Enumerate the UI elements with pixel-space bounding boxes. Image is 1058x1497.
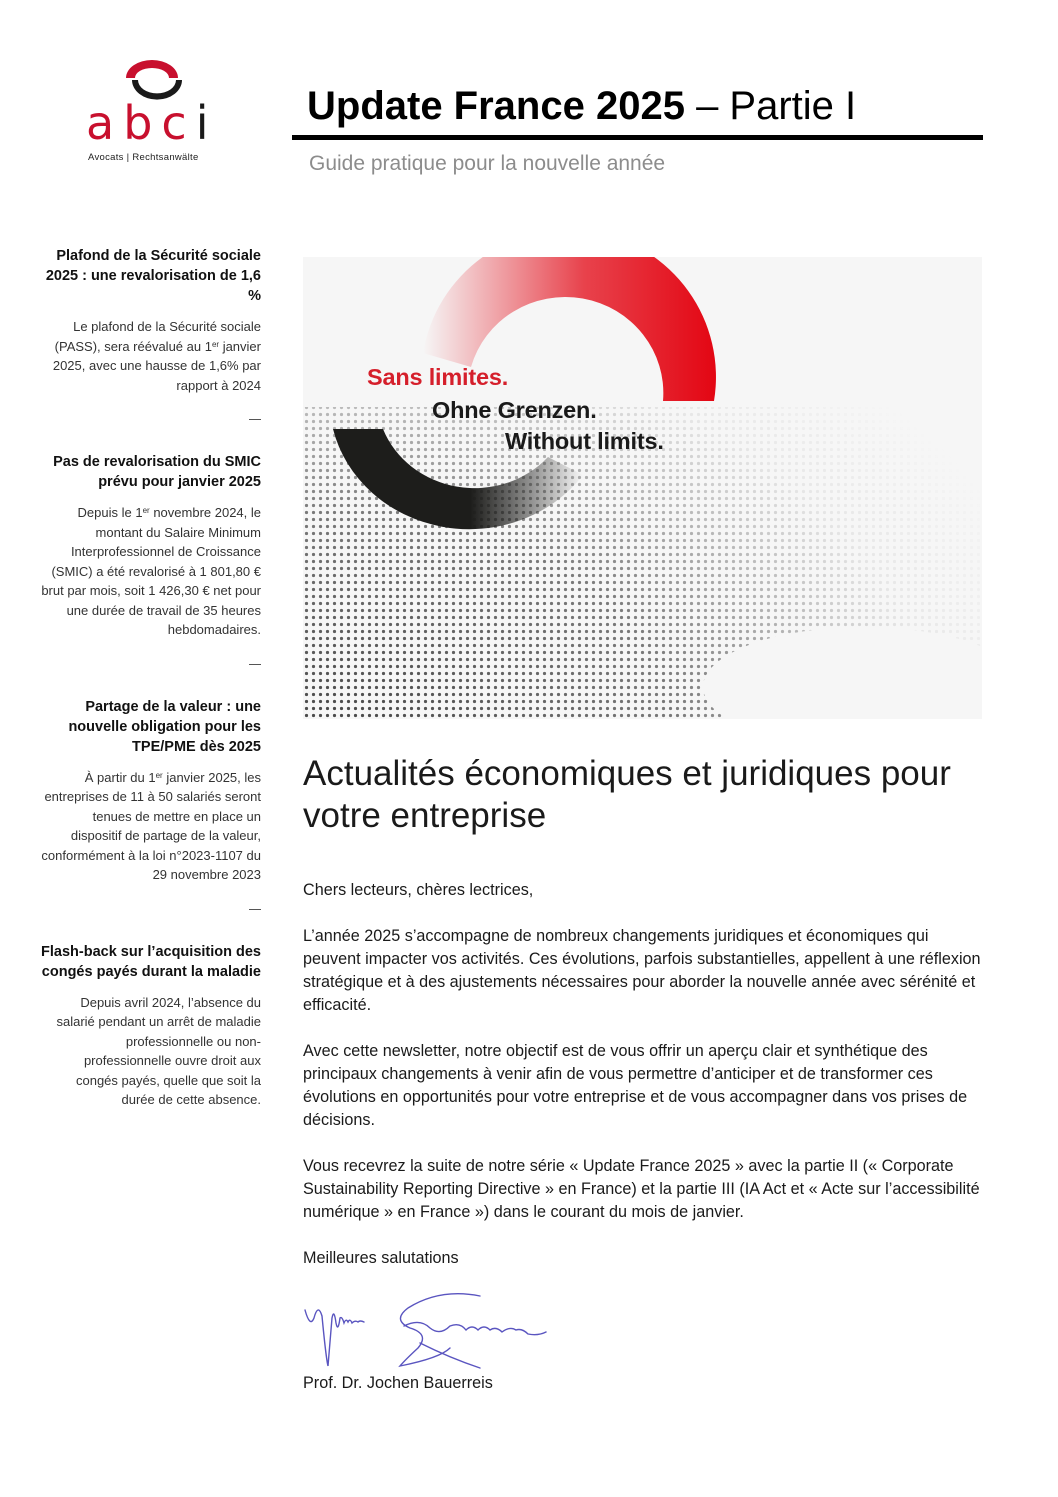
separator: [249, 909, 261, 910]
sidebar-item-heading: Plafond de la Sécurité sociale 2025 : une revalorisation de 1,6 %: [45, 248, 261, 304]
section-heading: Actualités économiques et juridiques pour votre entreprise: [303, 754, 951, 835]
letter-body: [303, 879, 983, 1293]
logo-wordmark: abci: [86, 96, 218, 150]
hero-slogan-en: Without limits.: [505, 428, 664, 454]
page-title: [307, 82, 856, 130]
sidebar-item: [40, 452, 261, 665]
separator: [249, 664, 261, 665]
sidebar-item-heading: Flash-back sur l’acquisition des congés payés durant la maladie: [41, 943, 261, 980]
title-part: – Partie I: [684, 84, 857, 128]
logo-tagline: Avocats | Rechtsanwälte: [88, 152, 199, 163]
paragraph: Vous recevrez la suite de notre série « Update France 2025 » avec la partie II (« Corporate Sustainability Reporting Directive » en France) et la partie III (IA Act et « Acte sur l’accessibilité numérique » en France ») dans le courant du mois de janvier.: [303, 1157, 980, 1221]
sidebar-item: [40, 942, 261, 1110]
sidebar-item-text: À partir du 1er janvier 2025, les entreprises de 11 à 50 salariés seront tenues de mettre en place un dispositif de partage de la valeur, conformément à la loi n°2023-1107 du 29 novembre 2023: [41, 769, 261, 882]
page-subtitle: Guide pratique pour la nouvelle année: [309, 152, 666, 175]
signer-name: Prof. Dr. Jochen Bauerreis: [303, 1374, 493, 1392]
sidebar-item-text: Depuis le 1er novembre 2024, le montant du Salaire Minimum Interprofessionnel de Croissance (SMIC) a été revalorisé à 1 801,80 € brut par mois, soit 1 426,30 € net pour une durée de travail de 35 heures hebdomadaires.: [41, 505, 261, 637]
hero-slogan-de: Ohne Grenzen.: [432, 397, 597, 423]
paragraph: Avec cette newsletter, notre objectif est de vous offrir un aperçu clair et synthétique des principaux changements à venir afin de vous permettre d’anticiper et de transformer ces évolutions en opportunités pour votre entreprise et de vous accompagner dans vos prises de décisions.: [303, 1042, 968, 1129]
logo-arc-icon: [120, 58, 184, 100]
sidebar-news: [40, 246, 261, 1110]
sidebar-item-text: Le plafond de la Sécurité sociale (PASS), sera réévalué au 1er janvier 2025, avec une hausse de 1,6% par rapport à 2024: [52, 319, 261, 393]
sidebar-item-heading: Pas de revalorisation du SMIC prévu pour janvier 2025: [53, 454, 261, 490]
sidebar-item: [40, 697, 261, 910]
sidebar-item-text: Depuis avril 2024, l’absence du salarié pendant un arrêt de maladie professionnelle ou non-professionnelle ouvre droit aux congés payés, quelle que soit la durée de cette absence.: [56, 994, 261, 1107]
sidebar-item: [40, 246, 261, 420]
separator: [249, 419, 261, 420]
paragraph: L’année 2025 s’accompagne de nombreux changements juridiques et économiques qui peuvent impacter vos activités. Ces évolutions, parfois substantielles, appellent à une réflexion stratégique et à des ajustements nécessaires pour aborder la nouvelle année avec sérénité et efficacité.: [303, 927, 981, 1014]
hero-image: [303, 257, 982, 719]
abci-logo: [84, 58, 224, 168]
sidebar-item-heading: Partage de la valeur : une nouvelle obligation pour les TPE/PME dès 2025: [68, 698, 261, 755]
greeting: Chers lecteurs, chères lectrices,: [303, 881, 534, 899]
title-bold: Update France 2025: [307, 84, 685, 128]
signature-image: [300, 1288, 560, 1378]
hero-slogan-fr: Sans limites.: [367, 364, 509, 390]
closing: Meilleures salutations: [303, 1249, 459, 1267]
title-divider: [292, 135, 983, 140]
